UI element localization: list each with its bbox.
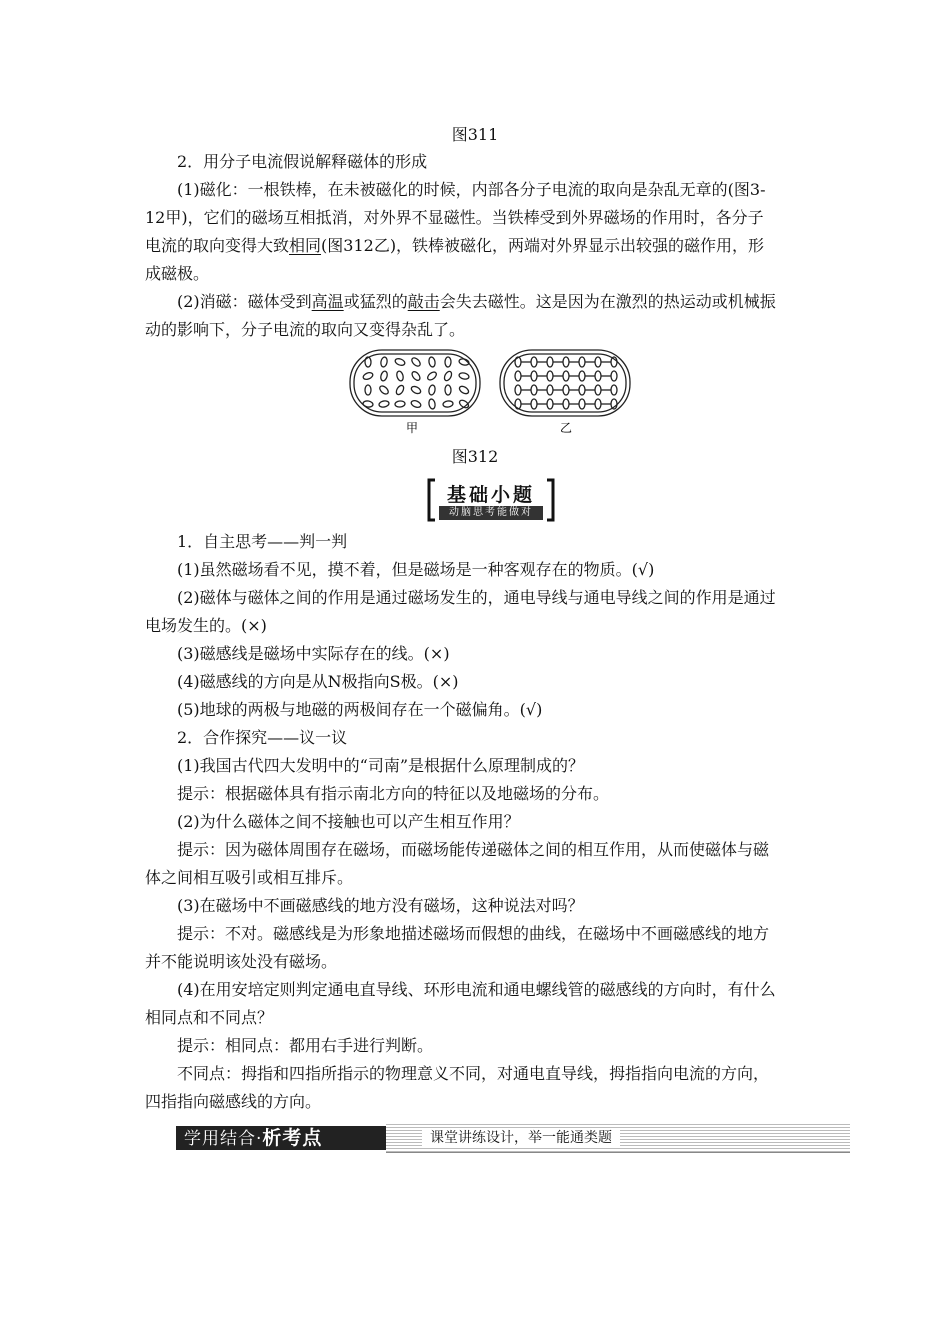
molecular-current-loop (595, 399, 601, 409)
paragraph-line: 12甲)，它们的磁场互相抵消，对外界不显磁性。当铁棒受到外界磁场的作用时，各分子 (145, 208, 764, 227)
judgement-item: (4)磁感线的方向是从N极指向S极。(×) (177, 672, 459, 691)
figure-caption-312: 图312 (451, 447, 499, 466)
molecular-current-loop (531, 371, 537, 381)
figure-label-left: 甲 (405, 421, 419, 435)
molecular-current-loop (595, 385, 601, 395)
discussion-line: 体之间相互吸引或相互排斥。 (145, 868, 354, 887)
discussion-line: 提示：根据磁体具有指示南北方向的特征以及地磁场的分布。 (177, 784, 610, 803)
judgement-item: (1)虽然磁场看不见，摸不着，但是磁场是一种客观存在的物质。(√) (177, 560, 655, 579)
molecular-current-loop (547, 357, 553, 367)
paragraph-line: (1)磁化：一根铁棒，在未被磁化的时候，内部各分子电流的取向是杂乱无章的(图3- (177, 180, 766, 199)
iron-bar-magnetized (500, 350, 630, 416)
molecular-current-loop (380, 357, 388, 368)
judgement-item: 电场发生的。(×) (145, 616, 267, 635)
molecular-current-loop (579, 371, 585, 381)
molecular-current-loop (595, 357, 601, 367)
molecular-current-loop (579, 385, 585, 395)
molecular-current-loop (563, 371, 569, 381)
banner-title (176, 1126, 386, 1150)
underlined-term: 高温 (311, 292, 344, 311)
text-run: (2)消磁：磁体受到 (177, 292, 312, 311)
discussion-line: 四指指向磁感线的方向。 (145, 1092, 322, 1111)
discussion-line: (3)在磁场中不画磁感线的地方没有磁场，这种说法对吗？ (177, 896, 584, 915)
molecular-current-loop (458, 399, 470, 410)
molecular-current-loop (531, 385, 537, 395)
molecular-current-loop (394, 357, 405, 366)
molecular-current-loop (428, 399, 436, 410)
figure-molecular-currents (340, 346, 640, 436)
molecular-current-loop (547, 399, 553, 409)
molecular-current-loop (410, 356, 421, 367)
molecular-current-loop (579, 357, 585, 367)
paragraph-line: 成磁极。 (145, 264, 210, 283)
molecular-current-loop (531, 399, 537, 409)
iron-bar-unmagnetized (350, 350, 480, 416)
molecular-current-loop (410, 385, 422, 395)
molecular-current-loop (426, 371, 438, 382)
text-run: (图312乙)，铁棒被磁化，两端对外界显示出较强的磁作用，形 (321, 236, 765, 255)
banner-title-b: 析考点 (262, 1127, 323, 1149)
molecular-current-loop (428, 385, 436, 396)
molecular-current-loop (611, 371, 617, 381)
banner-subtitle: 课堂讲练设计，举一能通类题 (422, 1128, 620, 1148)
badge-subtitle: 动脑思考能做对 (439, 506, 543, 520)
molecular-current-loop (563, 385, 569, 395)
molecular-current-loop (563, 357, 569, 367)
paragraph-line (145, 288, 805, 316)
section-badge (427, 478, 555, 522)
figure-caption-311: 图311 (451, 125, 499, 144)
discussion-line: 提示：相同点：都用右手进行判断。 (177, 1036, 434, 1055)
molecular-current-loop (547, 371, 553, 381)
section-heading: 2．用分子电流假说解释磁体的形成 (177, 152, 428, 171)
molecular-current-loop (411, 370, 422, 382)
molecular-current-loop (395, 401, 405, 408)
molecular-current-loop (410, 399, 422, 408)
molecular-current-loop (443, 400, 454, 407)
discussion-line: 相同点和不同点？ (145, 1008, 274, 1027)
molecular-current-loop (445, 385, 451, 395)
molecular-current-loop (363, 400, 374, 407)
discussion-line: (4)在用安培定则判定通电直导线、环形电流和通电螺线管的磁感线的方向时，有什么 (177, 980, 776, 999)
text-run: 或猛烈的 (343, 292, 408, 311)
molecular-current-loop (365, 385, 371, 395)
judgement-item: (3)磁感线是磁场中实际存在的线。(×) (177, 644, 450, 663)
molecular-current-loop (458, 385, 470, 395)
molecular-current-loop (458, 372, 469, 380)
question-heading: 1．自主思考——判一判 (177, 532, 348, 551)
discussion-line: 提示：不对。磁感线是为形象地描述磁场而假想的曲线，在磁场中不画磁感线的地方 (177, 924, 770, 943)
underlined-term: 敲击 (407, 292, 440, 311)
molecular-current-loop (579, 399, 585, 409)
molecular-current-loop (515, 385, 521, 395)
molecular-current-loop (547, 385, 553, 395)
molecular-current-loop (595, 371, 601, 381)
badge-title: 基础小题 (446, 484, 535, 506)
molecular-current-loop (531, 357, 537, 367)
molecular-current-loop (563, 399, 569, 409)
text-run: 电流的取向变得大致 (145, 236, 290, 255)
text-run: 会失去磁性。这是因为在激烈的热运动或机械振 (439, 292, 776, 311)
section-banner (176, 1124, 850, 1154)
judgement-item: (5)地球的两极与地磁的两极间存在一个磁偏角。(√) (177, 700, 543, 719)
molecular-current-loop (515, 399, 521, 409)
molecular-current-loop (428, 357, 436, 368)
paragraph-line (145, 232, 805, 260)
judgement-item: (2)磁体与磁体之间的作用是通过磁场发生的，通电导线与通电导线之间的作用是通过 (177, 588, 776, 607)
molecular-current-loop (395, 384, 405, 396)
underlined-term: 相同 (289, 236, 322, 255)
molecular-current-loop (445, 357, 451, 367)
paragraph-line: 动的影响下，分子电流的取向又变得杂乱了。 (145, 320, 466, 339)
discussion-line: 并不能说明该处没有磁场。 (145, 952, 338, 971)
molecular-current-loop (362, 371, 374, 380)
banner-hatch (386, 1124, 850, 1153)
molecular-current-loop (380, 370, 389, 381)
discussion-line: 不同点：拇指和四指所指示的物理意义不同，对通电直导线，拇指指向电流的方向， (177, 1064, 770, 1083)
molecular-current-loop (443, 370, 453, 382)
discussion-line: (1)我国古代四大发明中的“司南”是根据什么原理制成的？ (177, 756, 585, 775)
banner-title-a: 学用结合· (184, 1129, 263, 1149)
molecular-current-loop (515, 357, 521, 367)
discussion-line: (2)为什么磁体之间不接触也可以产生相互作用？ (177, 812, 520, 831)
molecular-current-loop (378, 384, 389, 395)
molecular-current-loop (379, 400, 390, 408)
molecular-current-loop (396, 370, 405, 381)
question-heading: 2．合作探究——议一议 (177, 728, 348, 747)
molecular-current-loop (515, 371, 521, 381)
molecular-current-loop (611, 385, 617, 395)
figure-label-right: 乙 (559, 421, 573, 435)
discussion-line: 提示：因为磁体周围存在磁场，而磁场能传递磁体之间的相互作用，从而使磁体与磁 (177, 840, 770, 859)
